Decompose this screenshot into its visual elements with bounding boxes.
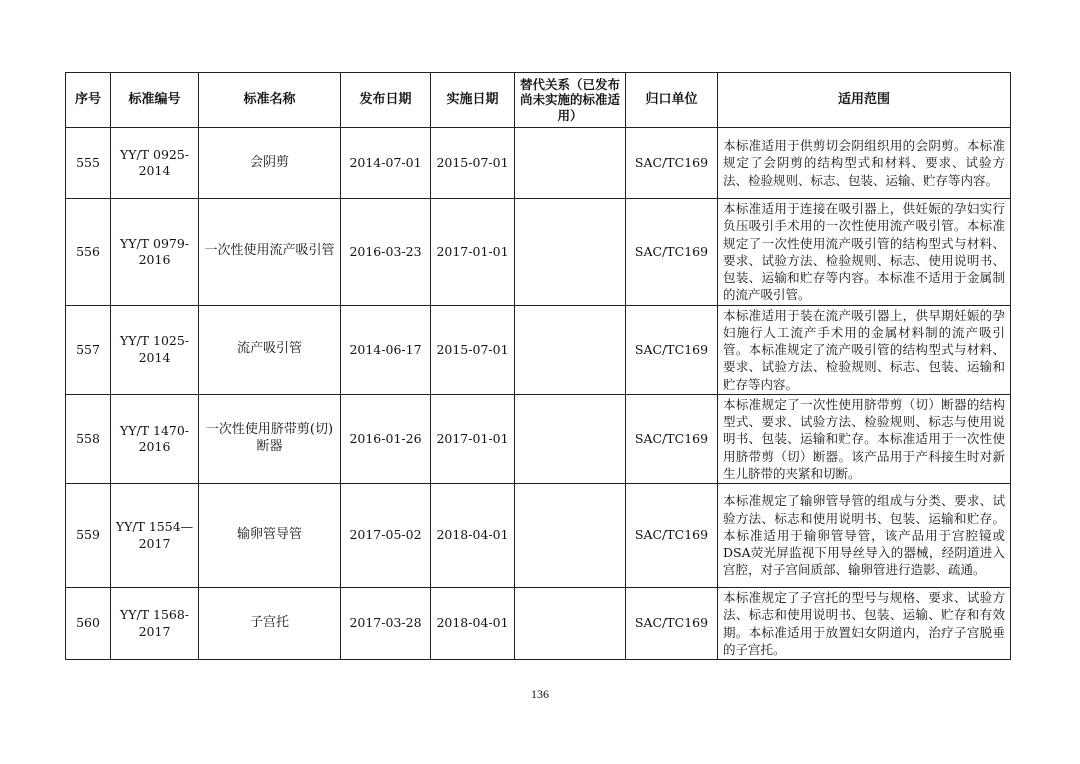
cell-scope: 本标准适用于连接在吸引器上，供妊娠的孕妇实行负压吸引手术用的一次性使用流产吸引管。本标准规定了一次性使用流产吸引管的结构型式与材料、要求、试验方法、检验规则、标志、使用说明书、包装、运输和贮存等内容。本标准不适用于金属制的流产吸引管。 [718,199,1011,306]
table-row [66,128,1011,199]
cell-scope: 本标准规定了一次性使用脐带剪（切）断器的结构型式、要求、试验方法、检验规则、标志与使用说明书、包装、运输和贮存。本标准适用于一次性使用脐带剪（切）断器。该产品用于产科接生时对新生儿脐带的夹紧和切断。 [718,394,1011,483]
page-number: 136 [531,687,549,701]
header-name: 标准名称 [199,73,341,128]
table-row [66,305,1011,394]
header-replacement: 替代关系（已发布尚未实施的标准适用） [515,73,626,128]
table-row [66,199,1011,306]
cell-publish-date: 2014-07-01 [341,128,431,199]
cell-code: YY/T 1025-2014 [111,305,199,394]
cell-name: 输卵管导管 [199,484,341,588]
cell-implement-date: 2018-04-01 [431,484,515,588]
cell-publish-date: 2014-06-17 [341,305,431,394]
cell-publish-date: 2017-05-02 [341,484,431,588]
header-publish-date: 发布日期 [341,73,431,128]
cell-scope: 本标准适用于供剪切会阴组织用的会阴剪。本标准规定了会阴剪的结构型式和材料、要求、试验方法、检验规则、标志、包装、运输、贮存等内容。 [718,128,1011,199]
standards-table [65,72,1011,660]
cell-seq: 558 [66,394,111,483]
cell-publish-date: 2016-03-23 [341,199,431,306]
cell-replacement [515,199,626,306]
cell-code: YY/T 1568-2017 [111,588,199,660]
cell-code: YY/T 0925-2014 [111,128,199,199]
cell-code: YY/T 0979-2016 [111,199,199,306]
cell-scope: 本标准规定了子宫托的型号与规格、要求、试验方法、标志和使用说明书、包装、运输、贮存和有效期。本标准适用于放置妇女阴道内，治疗子宫脱垂的子宫托。 [718,588,1011,660]
header-row [66,73,1011,128]
cell-implement-date: 2017-01-01 [431,199,515,306]
cell-seq: 559 [66,484,111,588]
cell-implement-date: 2015-07-01 [431,305,515,394]
cell-scope: 本标准适用于装在流产吸引器上，供早期妊娠的孕妇施行人工流产手术用的金属材料制的流产吸引管。本标准规定了流产吸引管的结构型式与材料、要求、试验方法、检验规则、标志、包装、运输和贮存等内容。 [718,305,1011,394]
cell-unit: SAC/TC169 [626,588,718,660]
cell-unit: SAC/TC169 [626,484,718,588]
cell-seq: 555 [66,128,111,199]
cell-replacement [515,128,626,199]
table-row [66,394,1011,483]
cell-unit: SAC/TC169 [626,199,718,306]
cell-implement-date: 2017-01-01 [431,394,515,483]
table-row [66,484,1011,588]
cell-publish-date: 2017-03-28 [341,588,431,660]
cell-name: 流产吸引管 [199,305,341,394]
cell-name: 一次性使用脐带剪(切)断器 [199,394,341,483]
cell-name: 会阴剪 [199,128,341,199]
header-implement-date: 实施日期 [431,73,515,128]
cell-unit: SAC/TC169 [626,305,718,394]
cell-scope: 本标准规定了输卵管导管的组成与分类、要求、试验方法、标志和使用说明书、包装、运输和贮存。本标准适用于输卵管导管，该产品用于宫腔镜或DSA荧光屏监视下用导丝导入的器械，经阴道进入宫腔，对子宫间质部、输卵管进行造影、疏通。 [718,484,1011,588]
header-code: 标准编号 [111,73,199,128]
cell-publish-date: 2016-01-26 [341,394,431,483]
cell-implement-date: 2018-04-01 [431,588,515,660]
header-scope: 适用范围 [718,73,1011,128]
cell-seq: 557 [66,305,111,394]
table-body [66,128,1011,660]
header-seq: 序号 [66,73,111,128]
table-header [66,73,1011,128]
table-row [66,588,1011,660]
header-unit: 归口单位 [626,73,718,128]
cell-name: 子宫托 [199,588,341,660]
cell-replacement [515,588,626,660]
cell-seq: 556 [66,199,111,306]
cell-seq: 560 [66,588,111,660]
cell-replacement [515,484,626,588]
cell-code: YY/T 1554—2017 [111,484,199,588]
cell-replacement [515,394,626,483]
cell-replacement [515,305,626,394]
cell-code: YY/T 1470-2016 [111,394,199,483]
cell-implement-date: 2015-07-01 [431,128,515,199]
cell-unit: SAC/TC169 [626,128,718,199]
cell-unit: SAC/TC169 [626,394,718,483]
cell-name: 一次性使用流产吸引管 [199,199,341,306]
